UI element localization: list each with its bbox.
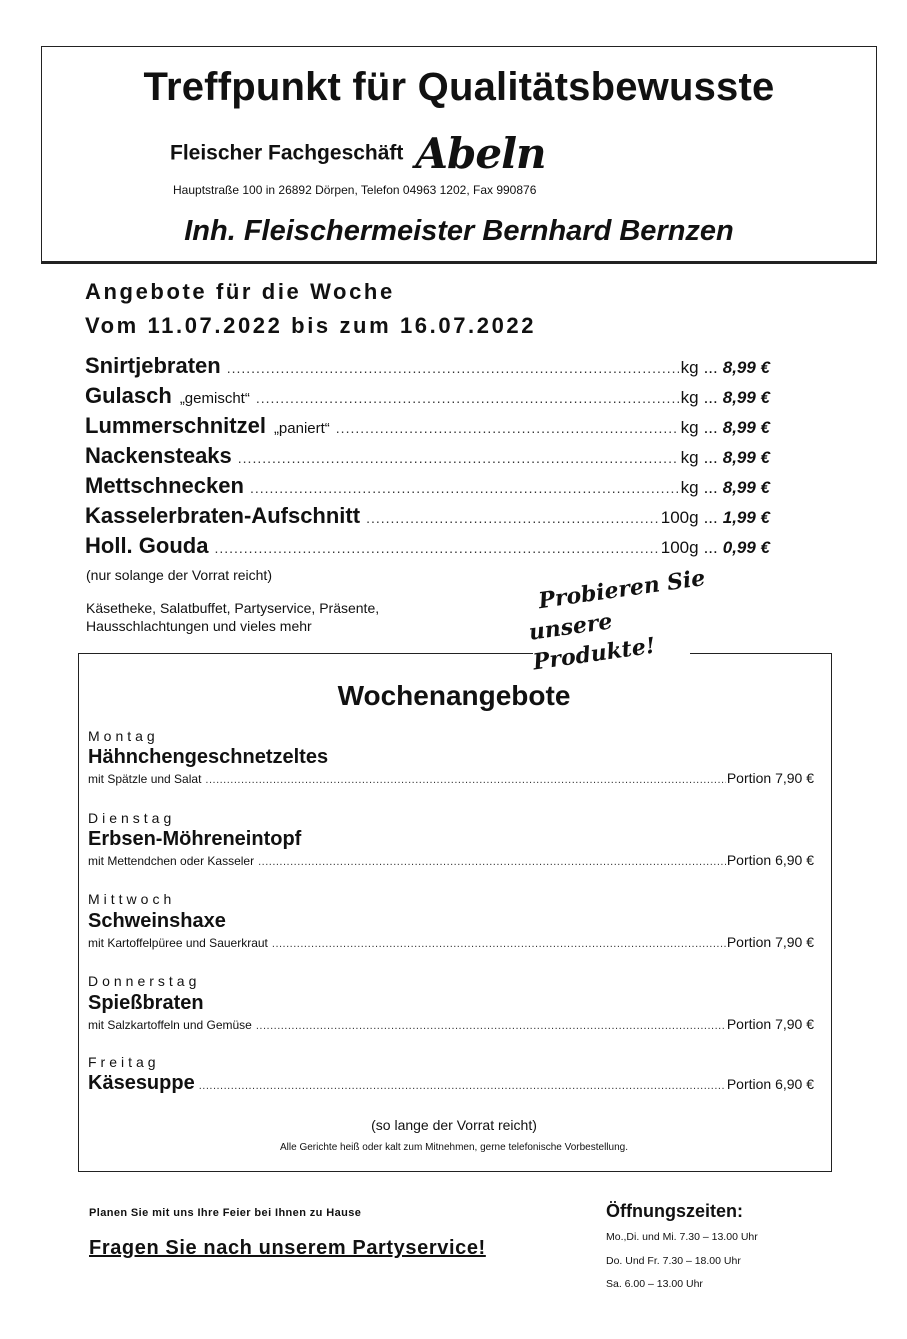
- header-box: [41, 46, 877, 264]
- dish-name: Käsesuppe: [88, 1072, 195, 1094]
- stock-note: (nur solange der Vorrat reicht): [86, 567, 272, 583]
- offer-note: „paniert“: [273, 420, 330, 437]
- offer-price: 8,99 €: [722, 478, 770, 497]
- extras-line: Hausschlachtungen und vieles mehr: [86, 618, 312, 634]
- offer-row: [85, 353, 770, 383]
- offer-separator: ...: [703, 448, 718, 467]
- offer-unit: kg: [680, 358, 699, 377]
- opening-hours-title: Öffnungszeiten:: [606, 1201, 743, 1221]
- offer-name: Lummerschnitzel: [85, 413, 266, 438]
- menu-stock-note: (so lange der Vorrat reicht): [371, 1117, 537, 1133]
- dish-price: Portion 7,90 €: [726, 934, 814, 950]
- offer-row: [85, 413, 770, 443]
- offer-price: 8,99 €: [722, 448, 770, 467]
- dot-leader: [256, 1020, 726, 1032]
- party-invitation: Planen Sie mit uns Ihre Feier bei Ihnen zu Hause: [89, 1207, 362, 1219]
- dot-leader: [238, 450, 679, 466]
- dot-leader: [256, 390, 679, 406]
- day-label: Dienstag: [88, 810, 176, 826]
- menu-title: Wochenangebote: [337, 680, 571, 711]
- dot-leader: [272, 938, 726, 950]
- dish-row: [88, 1072, 814, 1095]
- dot-leader: [205, 774, 725, 786]
- offer-price: 8,99 €: [722, 418, 770, 437]
- offer-separator: ...: [703, 388, 718, 407]
- offer-name: Snirtjebraten: [85, 353, 221, 378]
- slogan-line: Probieren Sie: [536, 565, 707, 615]
- dish-side: mit Kartoffelpüree und Sauerkraut: [88, 936, 268, 950]
- offers-period: Vom 11.07.2022 bis zum 16.07.2022: [85, 313, 537, 338]
- dish-name: Hähnchengeschnetzeltes: [88, 746, 329, 768]
- dish-name: Schweinshaxe: [88, 910, 226, 932]
- dish-name: Spießbraten: [88, 992, 204, 1014]
- offer-unit: kg: [680, 448, 699, 467]
- offer-row: [85, 443, 770, 473]
- shop-address: Hauptstraße 100 in 26892 Dörpen, Telefon 04963 1202, Fax 990876: [173, 183, 537, 197]
- opening-hours-line: Mo.,Di. und Mi. 7.30 – 13.00 Uhr: [606, 1231, 758, 1243]
- offers-heading: Angebote für die Woche: [85, 279, 395, 304]
- dish-row: [88, 852, 814, 868]
- offer-name: Holl. Gouda: [85, 533, 209, 558]
- offer-unit: kg: [680, 388, 699, 407]
- dot-leader: [227, 360, 679, 376]
- offer-price: 8,99 €: [722, 388, 770, 407]
- day-label: Montag: [88, 728, 159, 744]
- offer-unit: 100g: [660, 508, 699, 527]
- shop-label: Fleischer Fachgeschäft: [170, 141, 404, 165]
- offer-name: Nackensteaks: [85, 443, 232, 468]
- extras-line: Käsetheke, Salatbuffet, Partyservice, Präsente,: [86, 600, 380, 616]
- day-label: Donnerstag: [88, 973, 201, 989]
- offer-price: 1,99 €: [722, 508, 770, 527]
- extras-text: [86, 599, 379, 635]
- dot-leader: [214, 540, 658, 556]
- party-service-callout: Fragen Sie nach unserem Partyservice!: [89, 1237, 486, 1259]
- offer-name: Gulasch: [85, 383, 172, 408]
- dish-price: Portion 7,90 €: [726, 1016, 814, 1032]
- dish-price: Portion 6,90 €: [726, 852, 814, 868]
- offer-unit: 100g: [660, 538, 699, 557]
- offer-separator: ...: [703, 538, 718, 557]
- shop-name-logo: Abeln: [415, 129, 546, 178]
- offer-price: 8,99 €: [722, 358, 770, 377]
- day-label: Freitag: [88, 1054, 160, 1070]
- dish-row: [88, 770, 814, 786]
- opening-hours-line: Do. Und Fr. 7.30 – 18.00 Uhr: [606, 1255, 741, 1267]
- offer-separator: ...: [703, 478, 718, 497]
- menu-box-top-border: [690, 653, 832, 654]
- opening-hours-line: Sa. 6.00 – 13.00 Uhr: [606, 1278, 703, 1290]
- dish-side: mit Mettendchen oder Kasseler: [88, 854, 255, 868]
- menu-footnote: Alle Gerichte heiß oder kalt zum Mitnehmen, gerne telefonische Vorbestellung.: [280, 1142, 628, 1153]
- dot-leader: [250, 480, 679, 496]
- dish-price: Portion 7,90 €: [726, 770, 814, 786]
- dish-row: [88, 1016, 814, 1032]
- offer-note: „gemischt“: [179, 390, 250, 407]
- offer-row: [85, 503, 770, 533]
- offer-separator: ...: [703, 418, 718, 437]
- offer-name: Mettschnecken: [85, 473, 244, 498]
- dish-row: [88, 934, 814, 950]
- offer-unit: kg: [680, 478, 699, 497]
- offer-price: 0,99 €: [722, 538, 770, 557]
- owner-line: Inh. Fleischermeister Bernhard Bernzen: [184, 215, 734, 247]
- menu-box-top-border: [78, 653, 533, 654]
- dish-price: Portion 6,90 €: [726, 1076, 814, 1092]
- dot-leader: [336, 420, 679, 436]
- offer-unit: kg: [680, 418, 699, 437]
- slogan-line: unsere Produkte!: [527, 608, 658, 676]
- offer-row: [85, 533, 770, 563]
- page-title: Treffpunkt für Qualitätsbewusste: [143, 65, 775, 109]
- dish-name: Erbsen-Möhreneintopf: [88, 828, 302, 850]
- offer-row: [85, 383, 770, 413]
- dot-leader: [199, 1080, 726, 1092]
- dot-leader: [258, 856, 726, 868]
- offer-separator: ...: [703, 508, 718, 527]
- dish-side: mit Spätzle und Salat: [88, 772, 202, 786]
- shop-line: [170, 129, 546, 178]
- dish-side: mit Salzkartoffeln und Gemüse: [88, 1018, 252, 1032]
- dot-leader: [366, 510, 659, 526]
- day-label: Mittwoch: [88, 891, 176, 907]
- offer-name: Kasselerbraten-Aufschnitt: [85, 503, 361, 528]
- offer-separator: ...: [703, 358, 718, 377]
- offer-row: [85, 473, 770, 503]
